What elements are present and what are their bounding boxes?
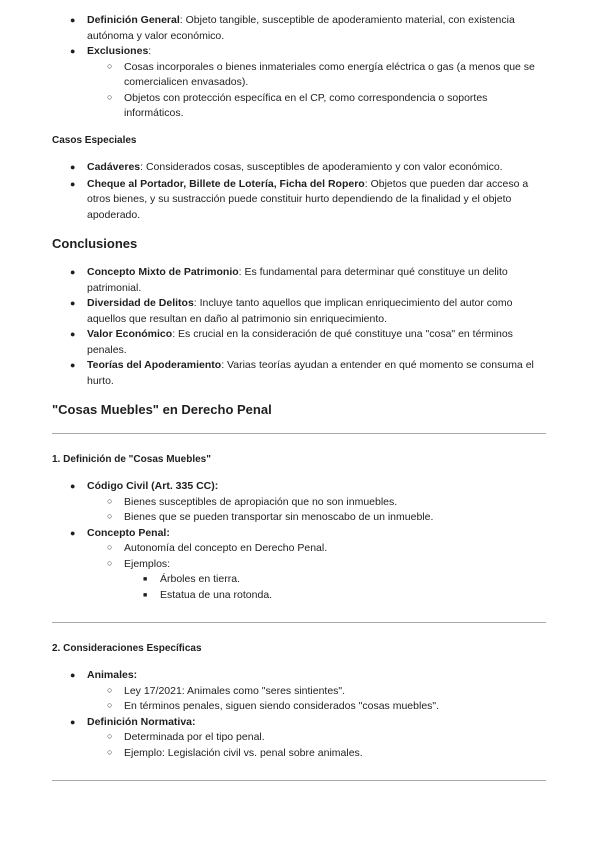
list-item: ○ Determinada por el tipo penal. <box>107 731 265 743</box>
list-item: ○ Autonomía del concepto en Derecho Penal. <box>107 542 328 554</box>
list-item: ● Definición General: Objeto tangible, susceptible de apoderamiento material, con existencia autónoma y valor económico. <box>70 14 515 42</box>
divider <box>52 622 546 623</box>
circle-bullet-icon: ○ <box>107 684 113 695</box>
bullet-icon: ● <box>70 46 76 56</box>
circle-bullet-icon: ○ <box>107 557 113 568</box>
divider <box>52 780 546 781</box>
definicion-list <box>52 479 546 603</box>
list-item: ■ Árboles en tierra. <box>52 572 546 588</box>
list-item: ○ Objetos con protección específica en el CP, como correspondencia o soportes informáticos. <box>107 91 488 119</box>
casos-list <box>52 160 546 223</box>
list-item: ○ Bienes susceptibles de apropiación que no son inmuebles. <box>107 495 398 508</box>
list-item: ● Concepto Mixto de Patrimonio: Es fundamental para determinar qué constituye un delito patrimonial. <box>70 266 508 294</box>
circle-bullet-icon: ○ <box>107 495 113 506</box>
list-item: ● Concepto Penal: <box>52 526 546 542</box>
list-item: ● Diversidad de Delitos: Incluye tanto aquellos que implican enriquecimiento del autor como aquellos que resultan en daño al patrimonio sin enriquecimiento. <box>70 297 513 325</box>
list-item: ● Valor Económico: Es crucial en la consideración de qué constituye una "cosa" en términos penales. <box>70 328 513 356</box>
bullet-icon: ● <box>70 178 76 189</box>
bullet-icon: ● <box>70 298 76 308</box>
bullet-icon: ● <box>70 15 76 25</box>
circle-bullet-icon: ○ <box>107 542 113 552</box>
list-item: ○ Bienes que se pueden transportar sin menoscabo de un inmueble. <box>107 511 434 523</box>
bullet-icon: ● <box>70 670 76 680</box>
bullet-icon: ● <box>70 716 76 727</box>
bullet-icon: ● <box>70 162 76 172</box>
square-bullet-icon: ■ <box>143 576 148 583</box>
bullet-icon: ● <box>70 267 76 277</box>
list-item: ○ Ley 17/2021: Animales como "seres sintientes". <box>107 684 346 697</box>
list-item: ● Cheque al Portador, Billete de Lotería, Ficha del Ropero: Objetos que pueden dar acceso a otros bienes, y su sustracción puede constituir hurto dependiendo de la finalidad y el objeto apoderado. <box>70 177 529 221</box>
consideraciones-heading: 2. Consideraciones Específicas <box>52 643 202 654</box>
circle-bullet-icon: ○ <box>107 746 113 757</box>
list-item: ● Código Civil (Art. 335 CC): <box>52 479 546 495</box>
definition-list <box>0 13 546 122</box>
bullet-icon: ● <box>70 360 76 370</box>
circle-bullet-icon: ○ <box>107 731 113 741</box>
list-item: ● Cadáveres: Considerados cosas, susceptibles de apoderamiento y con valor económico. <box>52 160 546 176</box>
conclusiones-heading: Conclusiones <box>52 236 138 251</box>
list-item: ○ Cosas incorporales o bienes inmateriales como energía eléctrica o gas (a menos que se comercialicen envasados). <box>107 60 535 88</box>
list-item: ● Definición Normativa: <box>52 715 546 731</box>
circle-bullet-icon: ○ <box>107 511 113 521</box>
list-item: ● Animales: <box>52 668 546 684</box>
circle-bullet-icon: ○ <box>107 91 113 102</box>
circle-bullet-icon: ○ <box>107 60 113 71</box>
definicion-heading: 1. Definición de "Cosas Muebles" <box>52 454 211 465</box>
list-item: ■ Estatua de una rotonda. <box>52 588 546 604</box>
list-item: ● Teorías del Apoderamiento: Varias teorías ayudan a entender en qué momento se consuma el hurto. <box>70 359 534 387</box>
list-item: ● Exclusiones: <box>0 44 546 60</box>
cosas-muebles-title: "Cosas Muebles" en Derecho Penal <box>52 402 272 417</box>
conclusiones-list <box>52 265 546 389</box>
square-bullet-icon: ■ <box>143 591 148 599</box>
list-item: ○ Ejemplos: <box>107 557 171 570</box>
consideraciones-list <box>52 668 546 761</box>
bullet-icon: ● <box>70 527 76 538</box>
list-item: ○ Ejemplo: Legislación civil vs. penal sobre animales. <box>107 746 363 759</box>
casos-heading: Casos Especiales <box>52 135 137 146</box>
bullet-icon: ● <box>70 329 76 339</box>
list-item: ○ En términos penales, siguen siendo considerados "cosas muebles". <box>107 700 440 712</box>
circle-bullet-icon: ○ <box>107 700 113 710</box>
bullet-icon: ● <box>70 481 76 491</box>
divider <box>52 433 546 434</box>
